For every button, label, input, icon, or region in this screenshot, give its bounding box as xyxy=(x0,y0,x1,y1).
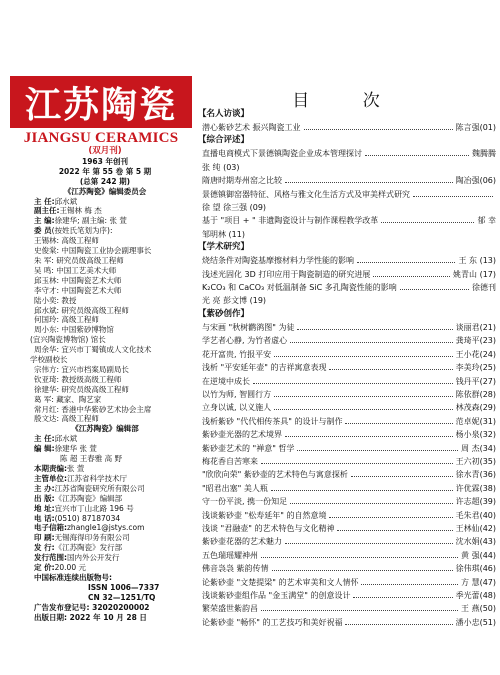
article-author-page: 周 杰(34) xyxy=(461,443,496,453)
editorial-line-value: 无锡海得印务有限公司 xyxy=(54,533,130,543)
committee-line-value: 钦亚琦: 教授级高级工程师 xyxy=(34,374,122,384)
leader-dots xyxy=(400,289,469,290)
editorial-line xyxy=(0,444,210,454)
editorial-line-value: zhangle1@jstys.com xyxy=(67,523,145,533)
article-author-page: 季光蕾(48) xyxy=(455,591,496,600)
toc-entry[interactable] xyxy=(202,455,496,468)
leader-dots xyxy=(345,423,452,424)
journal-logo xyxy=(10,76,192,128)
article-title[interactable]: 花开富贵, 竹报平安 xyxy=(202,349,272,359)
editorial-list xyxy=(0,434,210,573)
editorial-line xyxy=(0,484,210,494)
toc-entry[interactable] xyxy=(202,147,496,160)
article-title[interactable]: 浅述光固化 3D 打印应用于陶瓷制造的研究进展 xyxy=(202,269,371,279)
article-author-page: 王林仙(42) xyxy=(455,523,496,533)
editorial-line xyxy=(0,464,210,474)
editorial-line-label: 发 行: xyxy=(34,543,55,553)
editorial-line-value: 江苏省陶瓷研究所有限公司 xyxy=(54,483,145,493)
article-author-page: 范卓妮(31) xyxy=(455,416,496,426)
leader-dots xyxy=(261,610,458,611)
toc-entry[interactable] xyxy=(202,401,496,414)
toc-column xyxy=(196,0,500,675)
editorial-title: 《江苏陶瓷》编辑部 xyxy=(71,424,139,434)
committee-line xyxy=(0,395,210,405)
editorial-line xyxy=(0,474,210,484)
leader-dots xyxy=(290,342,452,343)
committee-line xyxy=(0,375,210,385)
committee-line-value: 吴 鸣: 中国工艺美术大师 xyxy=(34,265,117,275)
article-title[interactable]: 浅谈 "君融壶" 的艺术特色与文化精神 xyxy=(202,523,335,533)
article-author-page: 许志超(39) xyxy=(455,497,496,507)
committee-line-value: 邱水斌 xyxy=(54,196,78,206)
toc-entry[interactable] xyxy=(202,495,496,508)
committee-line xyxy=(0,266,210,276)
article-title[interactable]: 景德镇御窑器特征、风格与雅文化生活方式及审美样式研究 xyxy=(202,189,410,199)
toc-entry[interactable] xyxy=(202,268,496,281)
editorial-line xyxy=(0,553,210,563)
editorial-line-label: 电 话: xyxy=(34,513,55,523)
committee-line-value: 史俊棠: 中国陶瓷工业协会副理事长 xyxy=(34,246,152,256)
leader-dots xyxy=(381,222,474,223)
article-title[interactable]: 与宋画 "秋树鹳鹆图" 为徒 xyxy=(202,322,295,332)
leader-dots xyxy=(272,570,453,571)
committee-line xyxy=(0,296,210,306)
leader-dots xyxy=(413,196,493,197)
editorial-line-label: 印 刷: xyxy=(34,533,55,543)
toc-section-heading: 【名人访谈】 xyxy=(198,109,250,119)
committee-line-label: 主 编: xyxy=(34,216,55,226)
article-author-page: 黄 强(44) xyxy=(461,550,496,560)
leader-dots xyxy=(285,436,453,437)
toc-entry[interactable] xyxy=(202,428,496,441)
article-author-page: 谈丽君(21) xyxy=(455,322,496,332)
editorial-line-label: 发行范围: xyxy=(34,553,67,563)
toc-entry[interactable] xyxy=(202,522,496,535)
article-coauthors-page: 邹明林 (11) xyxy=(202,229,245,239)
article-author-page: 潘小忠(51) xyxy=(455,617,496,627)
editorial-line xyxy=(0,434,210,444)
leader-dots xyxy=(261,557,458,558)
article-author-page: 钱丹平(27) xyxy=(455,376,496,386)
editorial-line-value: 徐建华 张 萱 xyxy=(54,444,97,454)
frequency-label: (双月刊) xyxy=(88,146,122,156)
leader-dots xyxy=(274,356,452,357)
editorial-line xyxy=(0,514,210,524)
committee-line-value: 周小东: 中国紫砂博物馆 xyxy=(34,325,114,335)
ad-license: 广告发布登记号: 32020200002 xyxy=(34,602,150,612)
article-title[interactable]: 以竹为师, 智圆行方 xyxy=(202,389,272,399)
article-title[interactable]: 隋唐时期寿州窑之比较 xyxy=(202,176,282,186)
toc-entry[interactable] xyxy=(202,321,496,334)
editorial-line-value: 邱水斌 xyxy=(54,434,78,444)
article-author-page: 徐德刊 xyxy=(472,283,496,293)
article-author-page: 方 慧(47) xyxy=(461,577,496,587)
committee-line xyxy=(0,335,210,345)
article-title[interactable]: 立身以诚, 以义施人 xyxy=(202,403,272,413)
article-title[interactable]: 梅花香自苦寒来 xyxy=(202,456,258,466)
committee-line xyxy=(0,385,210,395)
article-title[interactable]: 浅谈紫砂壶 "松寿延年" 的自然意境 xyxy=(202,510,327,520)
toc-entry[interactable] xyxy=(202,188,496,201)
committee-line xyxy=(0,216,210,226)
committee-line-value: 学校副校长 xyxy=(30,355,68,365)
article-author-page: 沈水娟(43) xyxy=(455,537,496,547)
leader-dots xyxy=(373,276,450,277)
committee-line-value: 常月红: 香港中华紫砂艺术协会主席 xyxy=(34,404,152,414)
committee-line xyxy=(0,246,210,256)
committee-line xyxy=(0,355,210,365)
article-title[interactable]: 在逆境中成长 xyxy=(202,376,250,386)
committee-title: 《江苏陶瓷》编辑委员会 xyxy=(63,186,147,196)
toc-section-heading: 【紫砂创作】 xyxy=(198,308,250,319)
editorial-line-value: 国内外公开发行 xyxy=(67,553,120,563)
committee-line xyxy=(0,414,210,424)
committee-line-label: 副主任: xyxy=(34,206,60,216)
issn-number: ISSN 1006—7337 xyxy=(88,582,160,592)
article-title[interactable]: 紫砂壶艺术的 "禅意" 哲学 xyxy=(202,443,295,453)
committee-line-value: 何国玲: 高级工程师 xyxy=(34,315,99,325)
toc-entry[interactable] xyxy=(202,442,496,455)
committee-line-value: 葛 军: 藏家、陶艺家 xyxy=(34,394,102,404)
toc-entry[interactable] xyxy=(202,589,496,602)
article-title[interactable]: 烧结条件对陶瓷基摩擦材料力学性能的影响 xyxy=(202,256,354,266)
article-author-page: 王 东 (13) xyxy=(458,256,496,266)
toc-entry[interactable] xyxy=(202,602,496,615)
article-title[interactable]: 浅谈紫砂壶组作品 "金玉满堂" 的创意设计 xyxy=(202,591,351,600)
article-author-page: 毛朱君(40) xyxy=(455,510,496,520)
publication-date: 出版日期: 2022 年 10 月 28 日 xyxy=(34,612,147,622)
article-title[interactable]: 佛音袅袅 紫韵传情 xyxy=(202,564,269,574)
committee-line xyxy=(0,276,210,286)
toc-entry[interactable] xyxy=(202,361,496,374)
article-title[interactable]: 基于 "项目 + " 非遗陶瓷设计与制作课程教学改革 xyxy=(202,216,379,226)
article-author-page: 李美玲(25) xyxy=(455,363,496,373)
article-author-page: 徐水青(36) xyxy=(455,470,496,480)
article-author-page: 郁 幸 xyxy=(477,216,496,226)
article-author-page: 王 燕(50) xyxy=(461,604,496,614)
article-title[interactable]: 守一份平淡, 携一份知足 xyxy=(202,497,288,507)
leader-dots xyxy=(357,262,455,263)
committee-line-value: 宗伟方: 宜兴市档案局副局长 xyxy=(34,364,129,374)
article-author-page: 陈依群(28) xyxy=(455,389,496,399)
committee-line xyxy=(0,286,210,296)
committee-line xyxy=(0,197,210,207)
editorial-line-label: 定 价: xyxy=(34,563,55,573)
leader-dots xyxy=(285,182,453,183)
editorial-line-label: 主管单位: xyxy=(34,473,67,483)
toc-entry[interactable] xyxy=(202,121,496,134)
committee-list xyxy=(0,197,210,425)
editorial-line-value: 陈 超 王春雅 高 野 xyxy=(60,454,123,464)
editorial-line-value: 张 萱 xyxy=(67,464,85,473)
editorial-line-label: 主 办: xyxy=(34,483,55,493)
article-author-page: 杨小泉(32) xyxy=(455,430,496,440)
article-author-page: 龚琦平(23) xyxy=(455,336,496,346)
toc-entry[interactable] xyxy=(202,562,496,575)
toc-entry[interactable] xyxy=(202,254,496,267)
committee-line xyxy=(0,256,210,266)
committee-line-value: 李守才: 中国陶瓷艺术大师 xyxy=(34,285,122,295)
toc-section-heading: 【学术研究】 xyxy=(198,242,250,253)
article-author-page: 许优霖(38) xyxy=(455,483,496,493)
article-title[interactable]: K₂CO₃ 和 CaCO₃ 对低温制备 SiC 多孔陶瓷性能的影响 xyxy=(202,283,397,293)
toc-entry[interactable] xyxy=(202,549,496,562)
toc-entry[interactable] xyxy=(202,576,496,589)
article-title[interactable]: 浅析 "平安延年壶" 的吉祥寓意表现 xyxy=(202,363,327,373)
article-author-page: 王六初(35) xyxy=(455,456,496,466)
article-coauthors-page: 张 纯 (03) xyxy=(202,162,240,172)
leader-dots xyxy=(297,329,452,330)
leader-dots xyxy=(274,396,452,397)
committee-line xyxy=(0,306,210,316)
article-author-page: 林茂森(29) xyxy=(455,403,496,413)
article-coauthors-page: 光 亮 彭文博 (19) xyxy=(202,296,267,306)
article-title[interactable]: 五色瑞瑶耀神州 xyxy=(202,550,258,560)
article-title[interactable]: "欣欣向荣" 紫砂壶的艺术特色与寓意探析 xyxy=(202,470,348,480)
editorial-line xyxy=(0,504,210,514)
article-title[interactable]: 潜心紫砂艺术 振兴陶瓷工业 xyxy=(202,123,301,132)
editorial-line-value: 20.00 元 xyxy=(54,563,86,573)
leader-dots xyxy=(345,624,452,625)
editorial-line xyxy=(0,454,210,464)
leader-dots xyxy=(365,155,469,156)
article-author-page: 徐伟琪(46) xyxy=(455,564,496,574)
editorial-line-value: (0510) 87187034 xyxy=(54,513,121,523)
toc-entry[interactable] xyxy=(202,375,496,388)
masthead-column xyxy=(0,0,210,675)
leader-dots xyxy=(329,517,452,518)
article-title[interactable]: 论紫砂壶 "畅怀" 的工艺技巧和美好祝福 xyxy=(202,617,343,627)
leader-dots xyxy=(290,503,452,504)
toc-entry[interactable] xyxy=(202,535,496,548)
editorial-line xyxy=(0,533,210,543)
committee-line-value: 徐建华: 研究员级高级工程师 xyxy=(34,384,129,394)
editorial-line xyxy=(0,523,210,533)
toc-entry[interactable] xyxy=(202,348,496,361)
committee-line xyxy=(0,365,210,375)
leader-dots xyxy=(304,129,453,130)
committee-line-value: 徐建华; 副主编: 张 萱 xyxy=(54,216,127,226)
leader-dots xyxy=(285,543,453,544)
toc-entry[interactable] xyxy=(202,334,496,347)
article-coauthors-page: 徐 望 徐三强 (09) xyxy=(202,203,267,213)
editorial-line-value: 江苏省科学技术厅 xyxy=(67,473,127,483)
article-title[interactable]: 直播电商模式下景德镇陶瓷企业成本管理探讨 xyxy=(202,149,362,159)
editorial-line xyxy=(0,563,210,573)
editorial-line-label: 出 版: xyxy=(34,493,55,503)
leader-dots xyxy=(271,490,453,491)
toc-entry[interactable] xyxy=(202,616,496,629)
committee-line-value: 邱水斌: 研究员级高级工程师 xyxy=(34,305,129,315)
leader-dots xyxy=(337,530,452,531)
article-title[interactable]: 浅析紫砂 "代代相传茶具" 的设计与制作 xyxy=(202,416,343,426)
committee-line-value: (按姓氏笔划为序): xyxy=(51,226,113,236)
committee-line-value: 王锡林 梅 杰 xyxy=(59,206,102,216)
committee-line xyxy=(0,226,210,236)
article-title[interactable]: 论紫砂壶 "文楚提梁" 的艺术审美和文人情怀 xyxy=(202,577,359,587)
leader-dots xyxy=(361,584,458,585)
leader-dots xyxy=(353,597,452,598)
committee-line-value: 殷文达: 高级工程师 xyxy=(34,414,99,424)
issue-number: 2022 年 第 55 卷 第 5 期 xyxy=(58,166,152,176)
committee-line-value: 朱 军: 研究员级高级工程师 xyxy=(34,255,124,265)
cn-number: CN 32—1251/TQ xyxy=(88,592,156,602)
toc-section-heading: 【综合评述】 xyxy=(198,135,250,146)
leader-dots xyxy=(329,369,452,370)
toc-entry[interactable] xyxy=(202,174,496,187)
editorial-line-label: 电子信箱: xyxy=(34,523,67,533)
committee-line-value: 周余华: 宜兴市丁蜀镇成人文化技术 xyxy=(34,345,152,355)
table-of-contents xyxy=(198,108,496,629)
committee-line-value: 邱玉林: 中国陶瓷艺术大师 xyxy=(34,275,122,285)
article-author-page: 王小花(24) xyxy=(455,349,496,359)
committee-line-value: 王锡林: 高级工程师 xyxy=(34,236,99,246)
leader-dots xyxy=(297,450,458,451)
editorial-line xyxy=(0,494,210,504)
committee-line xyxy=(0,206,210,216)
editorial-line-label: 编 辑: xyxy=(34,444,55,454)
editorial-line-label: 本期责编: xyxy=(34,464,67,473)
leader-dots xyxy=(274,409,452,410)
article-author-page: 陈言强(01) xyxy=(455,123,496,132)
article-title[interactable]: 紫砂壶光器的艺术境界 xyxy=(202,430,282,440)
toc-entry[interactable] xyxy=(202,468,496,481)
article-title[interactable]: 紫砂壶花器的艺术魅力 xyxy=(202,537,282,547)
editorial-line-value: 《江苏陶瓷》编辑部 xyxy=(54,493,123,503)
leader-dots xyxy=(351,476,453,477)
leader-dots xyxy=(253,383,453,384)
toc-entry[interactable] xyxy=(202,482,496,495)
committee-line-label: 主 任: xyxy=(34,196,55,206)
article-title[interactable]: "昭君出塞" 美人瓶 xyxy=(202,483,268,493)
serial-label: 中国标准连续出版物号: xyxy=(34,572,112,582)
toc-heading: 目 次 xyxy=(292,91,404,111)
editorial-line-label: 地 址: xyxy=(34,503,55,513)
article-author-page: 陶冶强(06) xyxy=(455,176,496,186)
committee-line xyxy=(0,405,210,415)
committee-line-label: 委 员 xyxy=(34,226,52,236)
article-title[interactable]: 繁荣盛世紫韵昌 xyxy=(202,604,258,614)
editorial-line xyxy=(0,543,210,553)
editorial-line-value: 宜兴市丁山北路 196 号 xyxy=(54,503,134,513)
toc-entry[interactable] xyxy=(202,281,496,294)
committee-line-value: 陆小奕: 教授 xyxy=(34,295,77,305)
total-issue: (总第 242 期) xyxy=(79,176,131,186)
committee-line-value: (宜兴陶瓷博物馆) 馆长 xyxy=(30,335,106,345)
english-title: JIANGSU CERAMICS xyxy=(23,130,179,146)
toc-entry[interactable] xyxy=(202,388,496,401)
logo-text: 江苏陶瓷 xyxy=(24,83,177,126)
toc-entry[interactable] xyxy=(202,509,496,522)
committee-line xyxy=(0,345,210,355)
article-title[interactable]: 学艺者心静, 为竹者虚心 xyxy=(202,336,288,346)
editorial-line-value: 《江苏陶瓷》发行部 xyxy=(54,543,123,553)
committee-line xyxy=(0,325,210,335)
toc-entry[interactable] xyxy=(202,415,496,428)
committee-line xyxy=(0,315,210,325)
toc-entry[interactable] xyxy=(202,214,496,227)
founded-year: 1963 年创刊 xyxy=(82,156,128,166)
article-author-page: 姚青山 (17) xyxy=(453,269,496,279)
masthead-info xyxy=(0,147,210,623)
committee-line xyxy=(0,236,210,246)
editorial-line-label: 主 任: xyxy=(34,434,55,444)
leader-dots xyxy=(261,463,453,464)
article-author-page: 魏腾腾 xyxy=(472,149,496,159)
